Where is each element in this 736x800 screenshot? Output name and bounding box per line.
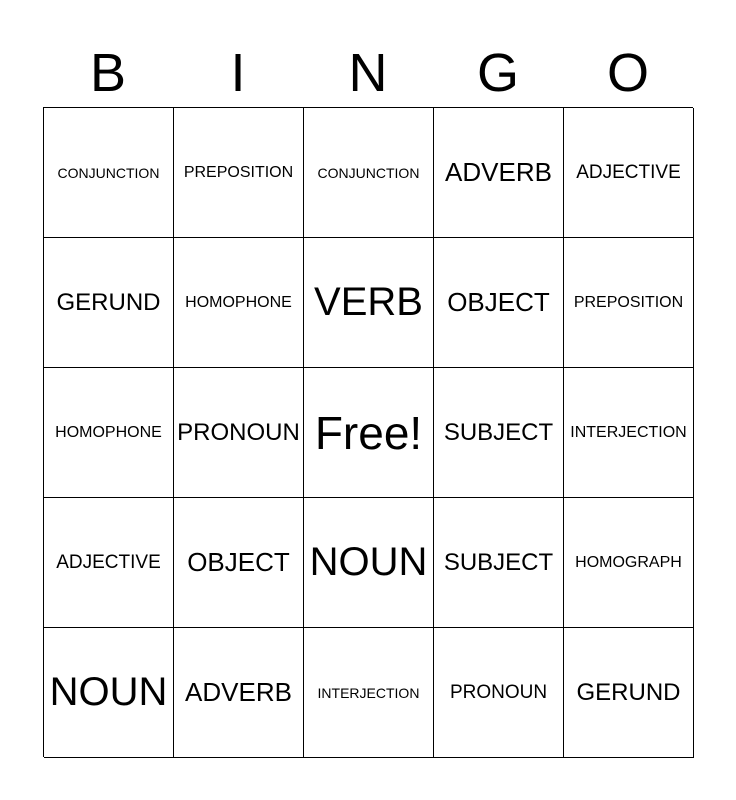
bingo-cell-r4-c4[interactable]: GERUND [564,628,694,758]
bingo-cell-r2-c1[interactable]: PRONOUN [174,368,304,498]
bingo-cell-r1-c2[interactable]: VERB [304,238,434,368]
bingo-cell-r4-c2[interactable]: INTERJECTION [304,628,434,758]
bingo-cell-r0-c3[interactable]: ADVERB [434,108,564,238]
bingo-cell-r3-c3[interactable]: SUBJECT [434,498,564,628]
header-letter-i: I [230,43,246,103]
bingo-cell-free[interactable]: Free! [304,368,434,498]
bingo-cell-r1-c0[interactable]: GERUND [44,238,174,368]
bingo-cell-r1-c3[interactable]: OBJECT [434,238,564,368]
bingo-cell-r3-c4[interactable]: HOMOGRAPH [564,498,694,628]
bingo-cell-r0-c2[interactable]: CONJUNCTION [304,108,434,238]
bingo-cell-r4-c3[interactable]: PRONOUN [434,628,564,758]
bingo-cell-r1-c4[interactable]: PREPOSITION [564,238,694,368]
bingo-cell-r4-c1[interactable]: ADVERB [174,628,304,758]
bingo-cell-r2-c3[interactable]: SUBJECT [434,368,564,498]
bingo-cell-r3-c0[interactable]: ADJECTIVE [44,498,174,628]
header-letter-n: N [348,43,388,103]
header-letter-g: G [476,43,519,103]
header-letter-o: O [606,43,649,103]
bingo-cell-r3-c2[interactable]: NOUN [304,498,434,628]
bingo-cell-r2-c0[interactable]: HOMOPHONE [44,368,174,498]
header-letter-b: B [89,43,127,103]
bingo-cell-r0-c4[interactable]: ADJECTIVE [564,108,694,238]
bingo-cell-r0-c0[interactable]: CONJUNCTION [44,108,174,238]
bingo-cell-r1-c1[interactable]: HOMOPHONE [174,238,304,368]
bingo-cell-r0-c1[interactable]: PREPOSITION [174,108,304,238]
bingo-board [43,107,693,757]
bingo-cell-r4-c0[interactable]: NOUN [44,628,174,758]
bingo-header [43,40,693,106]
bingo-cell-r2-c4[interactable]: INTERJECTION [564,368,694,498]
bingo-cell-r3-c1[interactable]: OBJECT [174,498,304,628]
